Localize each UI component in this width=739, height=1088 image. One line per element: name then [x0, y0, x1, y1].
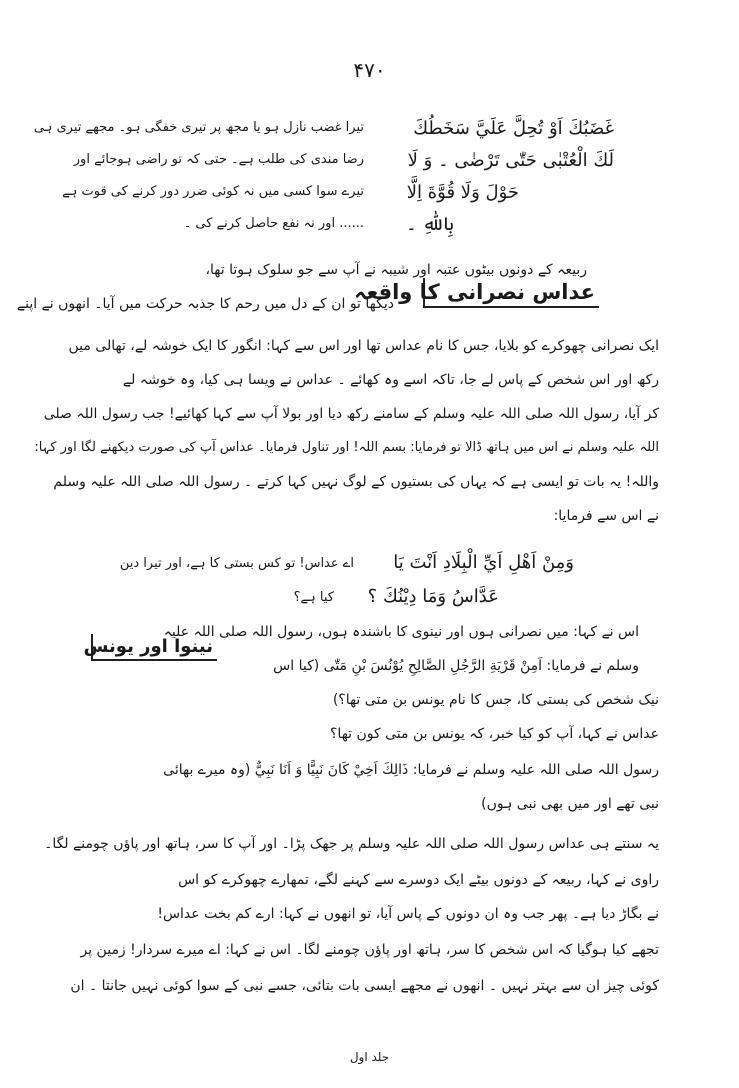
body-line: تجھے کیا ہوگیا کہ اس شخص کا سر، ہاتھ اور پاؤں چومنے لگا۔ اس نے کہا: اے میرے سردار! زمین پر — [80, 942, 659, 958]
page-number: ۴۷۰ — [353, 58, 386, 82]
section-heading: نینوا اور یونس — [91, 634, 217, 661]
quote-translation-line: کیا ہے؟ — [293, 590, 334, 605]
body-line: اس نے کہا: میں نصرانی ہوں اور نینوی کا باشندہ ہوں، رسول اللہ صلی اللہ علیہ — [163, 624, 639, 640]
dua-arabic-line: بِاللّٰهِ ۔ — [406, 214, 454, 235]
translation-line: تیرے سوا کسی میں نہ کوئی ضرر دور کرنے کی قوت ہے — [62, 184, 364, 199]
dua-arabic-line: غَضَبُكَ اَوْ تُحِلَّ عَلَيَّ سَخَطُكَ — [413, 118, 614, 139]
body-line: ایک نصرانی چھوکرے کو بلایا، جس کا نام عداس تھا اور اس سے کہا: انگور کا ایک خوشہ لے، تھالی میں — [68, 338, 659, 354]
dua-arabic-line: حَوْلَ وَلَا قُوَّةَ اِلَّا — [406, 182, 519, 203]
body-line: دیکھا تو ان کے دل میں رحم کا جذبہ حرکت میں آیا۔ انھوں نے اپنے — [16, 296, 394, 312]
quote-arabic-line: عَدَّاسُ وَمَا دِيْنُكَ ؟ — [367, 586, 499, 607]
dua-arabic-line: لَكَ الْعُتْبٰى حَتّٰى تَرْضٰى ۔ وَ لَا — [407, 150, 614, 171]
section-heading: عداس نصرانی کا واقعہ — [423, 278, 599, 308]
body-line: کوئی چیز ان سے بہتر نہیں ۔ انھوں نے مجھے ایسی بات بتائی، جسے نبی کے سوا کوئی نہیں جانتا ۔ ان — [70, 978, 659, 994]
quote-arabic-line: وَمِنْ اَهْلِ اَيِّ الْبِلَادِ اَنْتَ يَا — [393, 552, 574, 573]
body-line: راوی نے کہا، ربیعہ کے دونوں بیٹے ایک دوسرے سے کہنے لگے، تمھارے چھوکرے کو اس — [178, 872, 659, 888]
body-line: یہ سنتے ہی عداس رسول اللہ صلی اللہ علیہ وسلم پر جھک پڑا۔ اور آپ کا سر، ہاتھ اور پاؤں چومنے لگا۔ — [44, 836, 659, 852]
body-line: نے بگاڑ دیا ہے۔ پھر جب وہ ان دونوں کے پاس آیا، تو انھوں نے کہا: ارے کم بخت عداس! — [157, 906, 659, 922]
body-line: وسلم نے فرمایا: اَمِنْ قَرْيَةِ الرَّجُلِ الصَّالِحِ يُوْنُسَ بْنِ مَتّٰى (کیا اس — [273, 658, 639, 674]
body-line: رسول اللہ صلی اللہ علیہ وسلم نے فرمایا: ذَالِكَ اَخِيْ كَانَ نَبِيًّا وَ اَنَا نَبِيٌّ (وہ میرے بھائی — [163, 762, 659, 778]
body-line: نے اس سے فرمایا: — [553, 508, 659, 524]
body-line: نبی تھے اور میں بھی نبی ہوں) — [481, 796, 659, 812]
translation-line: ...... اور نہ نفع حاصل کرنے کی ۔ — [183, 216, 364, 231]
body-line: واللہ! یہ بات تو ایسی ہے کہ یہاں کی بستیوں کے لوگ نہیں کہا کرتے ۔ رسول اللہ صلی اللہ علیہ وسلم — [53, 474, 659, 490]
body-line: رکھ اور اس شخص کے پاس لے جا، تاکہ اسے وہ کھائے ۔ عداس نے ویسا ہی کیا، وہ خوشہ لے — [122, 372, 659, 388]
body-line: عداس نے کہا، آپ کو کیا خبر، کہ یونس بن متی کون تھا؟ — [330, 726, 659, 742]
dua-translation — [34, 112, 364, 240]
translation-line: تیرا غضب نازل ہو یا مجھ پر تیری خفگی ہو۔ مجھے تیری ہی — [33, 120, 364, 135]
footer-volume: جلد اول — [349, 1050, 390, 1064]
body-line: کر آیا، رسول اللہ صلی اللہ علیہ وسلم کے سامنے رکھ دیا اور بولا آپ سے کہا کھائیے! جب رسول اللہ صلی — [43, 406, 659, 422]
body-line: نیک شخص کی بستی کا، جس کا نام یونس بن متی تھا؟) — [332, 692, 659, 708]
body-line: اللہ علیہ وسلم نے اس میں ہاتھ ڈالا تو فرمایا: بسم اللہ! اور تناول فرمایا۔ عداس آپ کی صورت دیکھنے لگا اور کہا: — [34, 440, 659, 455]
body-line: ربیعہ کے دونوں بیٹوں عتبہ اور شیبہ نے آپ سے جو سلوک ہوتا تھا، — [205, 262, 587, 278]
quote-translation-line: اے عداس! تو کس بستی کا ہے، اور تیرا دین — [119, 556, 354, 571]
translation-line: رضا مندی کی طلب ہے۔ حتی کہ تو راضی ہوجائے اور — [73, 152, 364, 167]
